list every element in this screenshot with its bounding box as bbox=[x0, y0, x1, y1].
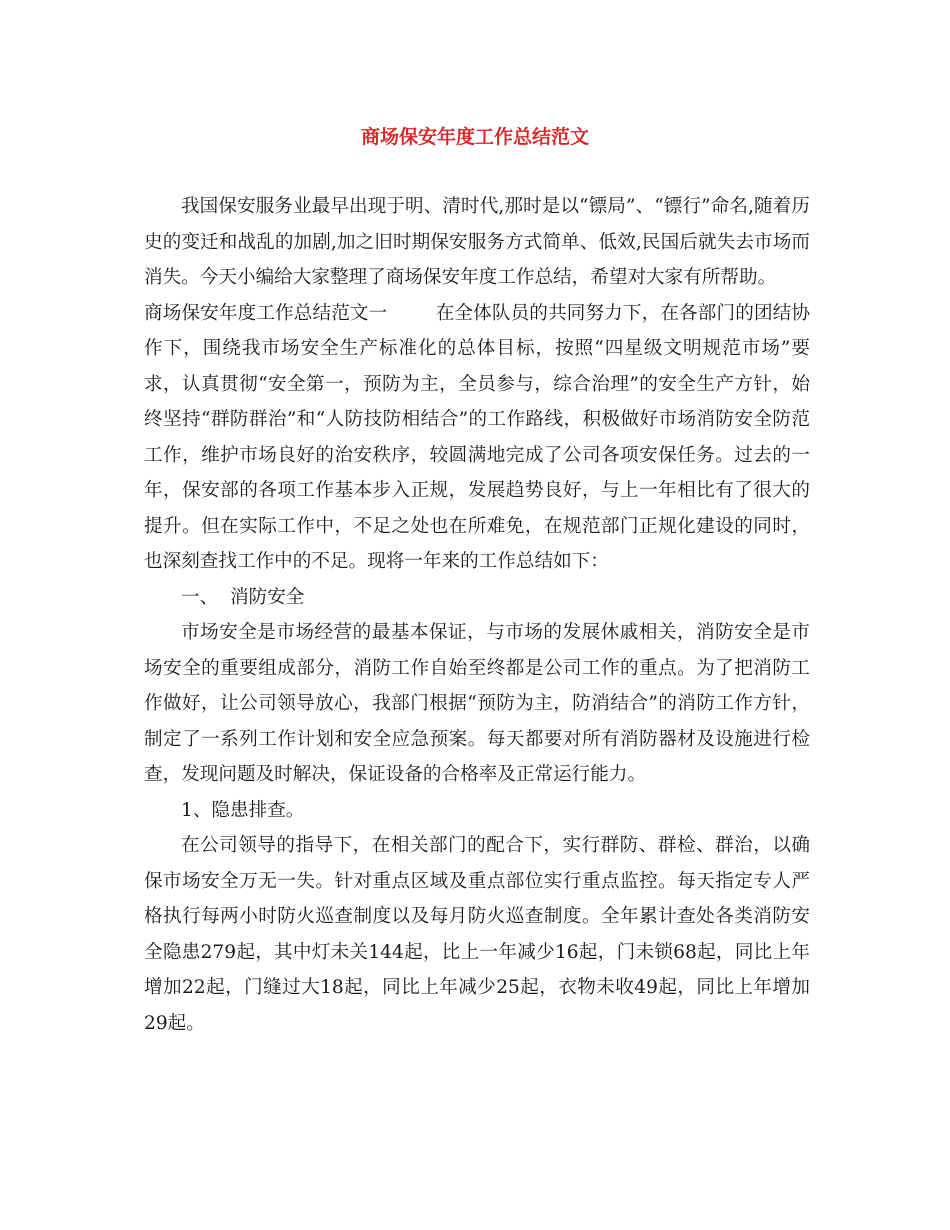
intro-paragraph: 我国保安服务业最早出现于明、清时代,那时是以“镖局”、“镖行”命名,随着历史的变迁和战乱的加剧,加之旧时期保安服务方式简单、低效,民国后就失去市场而消失。今天小编给大家整理了商场保安年度工作总结，希望对大家有所帮助。 bbox=[144, 196, 810, 288]
document-title: 商场保安年度工作总结范文 bbox=[360, 126, 589, 148]
document-body bbox=[144, 189, 810, 1041]
section-one-paragraph bbox=[144, 296, 810, 580]
fire-safety-paragraph: 市场安全是市场经营的最基本保证，与市场的发展休戚相关，消防安全是市场安全的重要组成部分，消防工作自始至终都是公司工作的重点。为了把消防工作做好，让公司领导放心，我部门根据“预防为主，防消结合”的消防工作方针，制定了一系列工作计划和安全应急预案。每天都要对所有消防器材及设施进行检查，发现问题及时解决，保证设备的合格率及正常运行能力。 bbox=[144, 622, 810, 785]
section-one-label: 商场保安年度工作总结范文一 bbox=[144, 302, 388, 324]
hazard-paragraph: 在公司领导的指导下，在相关部门的配合下，实行群防、群检、群治，以确保市场安全万无一失。针对重点区域及重点部位实行重点监控。每天指定专人严格执行每两小时防火巡查制度以及每月防火巡查制度。全年累计查处各类消防安全隐患279起，其中灯未关144起，比上一年减少16起，门未锁68起，同比上年增加22起，门缝过大18起，同比上年减少25起，衣物未收49起，同比上年增加29起。 bbox=[144, 835, 810, 1034]
subheading-hazard-check: 1、隐患排查。 bbox=[181, 799, 305, 821]
heading-fire-safety: 一、 消防安全 bbox=[181, 586, 305, 608]
label-gap bbox=[387, 303, 435, 324]
section-one-text: 在全体队员的共同努力下，在各部门的团结协作下，围绕我市场安全生产标准化的总体目标，按照“四星级文明规范市场”要求，认真贯彻“安全第一，预防为主，全员参与，综合治理”的安全生产方针，始终坚持“群防群治”和“人防技防相结合”的工作路线，积极做好市场消防安全防范工作，维护市场良好的治安秩序，较圆满地完成了公司各项安保任务。过去的一年，保安部的各项工作基本步入正规，发展趋势良好，与上一年相比有了很大的提升。但在实际工作中，不足之处也在所难免，在规范部门正规化建设的同时，也深刻查找工作中的不足。现将一年来的工作总结如下： bbox=[144, 302, 810, 572]
